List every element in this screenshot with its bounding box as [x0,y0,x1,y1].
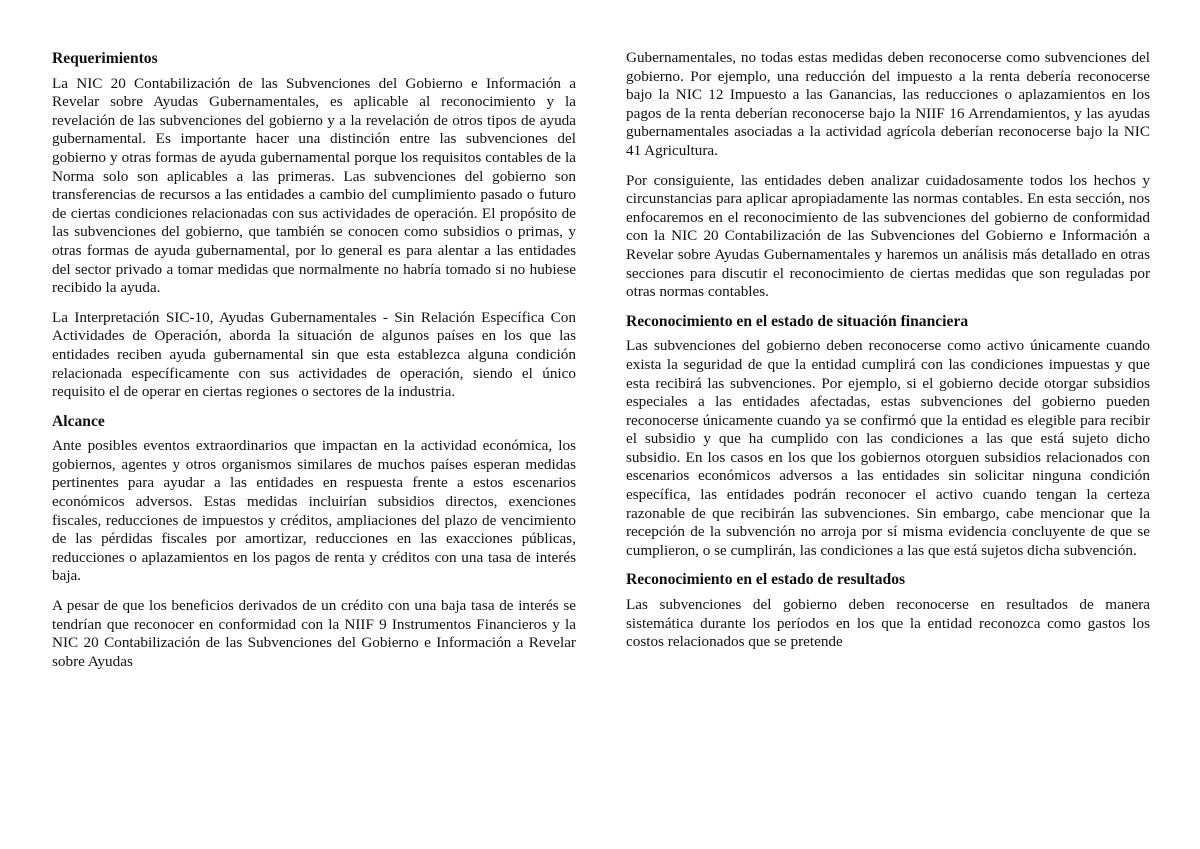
section-heading-alcance: Alcance [52,412,105,430]
right-column [626,49,1150,652]
paragraph: Por consiguiente, las entidades deben analizar cuidadosamente todos los hechos y circunstancias para aplicar apropiadamente las normas contables. En esta sección, nos enfocaremos en el reconocimiento de las subvenciones del gobierno de conformidad con la NIC 20 Contabilización de las Subvenciones del Gobierno e Información a Revelar sobre Ayudas Gubernamentales y haremos un análisis más detallado en otras secciones para discutir el reconocimiento de ciertas medidas que son reguladas por otras normas contables. [626,171,1150,301]
paragraph: La NIC 20 Contabilización de las Subvenciones del Gobierno e Información a Revelar sobre Ayudas Gubernamentales, es aplicable al reconocimiento y la revelación de las subvenciones del gobierno y a la revelación de otros tipos de ayuda gubernamental. Es importante hacer una distinción entre las subvenciones del gobierno y otras formas de ayuda gubernamental porque los requisitos contables de la Norma solo son aplicables a las primeras. Las subvenciones del gobierno son transferencias de recursos a las entidades a cambio del cumplimiento pasado o futuro de ciertas condiciones relacionadas con sus actividades de operación. El propósito de las subvenciones del gobierno, que también se conocen como subsidios o primas, y otras formas de ayuda gubernamental, por lo general es para alentar a las entidades del sector privado a tomar medidas que normalmente no habría tomado si no hubiese recibido la ayuda. [52,74,576,297]
paragraph: Ante posibles eventos extraordinarios que impactan en la actividad económica, los gobiernos, agentes y otros organismos similares de muchos países esperan medidas pertinentes para ayudar a las entidades en respuesta frente a estos escenarios económicos adversos. Estas medidas incluirían subsidios directos, exenciones fiscales, reducciones de impuestos y créditos, ampliaciones del plazo de vencimiento de las pérdidas fiscales por amortizar, reducciones en las exacciones públicas, reducciones o aplazamientos en los pagos de renta y créditos con una tasa de interés baja. [52,437,576,585]
paragraph: Las subvenciones del gobierno deben reconocerse en resultados de manera sistemática durante los períodos en los que la entidad reconozca como gastos los costos relacionados que se pretende [626,596,1150,651]
left-column [52,50,576,671]
section-heading-requerimientos: Requerimientos [52,50,158,67]
paragraph: La Interpretación SIC-10, Ayudas Gubernamentales - Sin Relación Específica Con Actividades de Operación, aborda la situación de algunos países en los que las entidades reciben ayuda gubernamental sin que esta establezca alguna condición relacionada específicamente con sus actividades de operación, siendo el único requisito el de operar en ciertas regiones o sectores de la industria. [52,308,576,401]
section-heading-estado-resultados: Reconocimiento en el estado de resultados [626,571,906,589]
paragraph: Gubernamentales, no todas estas medidas deben reconocerse como subvenciones del gobierno. Por ejemplo, una reducción del impuesto a la renta debería reconocerse bajo la NIC 12 Impuesto a las Ganancias, las reducciones o aplazamientos en los pagos de la renta deberían reconocerse bajo la NIIF 16 Arrendamientos, y las ayudas gubernamentales asociadas a la actividad agrícola deberían reconocerse bajo la NIC 41 Agricultura. [626,49,1150,159]
paragraph: Las subvenciones del gobierno deben reconocerse como activo únicamente cuando exista la seguridad de que la entidad cumplirá con las condiciones impuestas y que esta recibirá las subvenciones. Por ejemplo, si el gobierno decide otorgar subsidios especiales a las entidades afectadas, estas subvenciones del gobierno pueden reconocerse únicamente cuando ya se confirmó que la entidad es elegible para recibir el subsidio y que ha cumplido con las condiciones a las que está sujeto dicho subsidio. En los casos en los que los gobiernos otorguen subsidios relacionados con escenarios económicos adversos a las entidades sin solicitar ninguna condición específica, las entidades podrán reconocer el activo cuando tengan la certeza razonable de que recibirán las subvenciones. Sin embargo, cabe mencionar que la recepción de la subvención no arroja por sí misma evidencia concluyente de que se cumplieron, o se cumplirán, las condiciones a las que está sujetos dicha subvención. [626,337,1150,559]
paragraph: A pesar de que los beneficios derivados de un crédito con una baja tasa de interés se tendrían que reconocer en conformidad con la NIIF 9 Instrumentos Financieros y la NIC 20 Contabilización de las Subvenciones del Gobierno e Información a Revelar sobre Ayudas [52,597,576,670]
section-heading-situacion-financiera: Reconocimiento en el estado de situación financiera [626,312,969,330]
